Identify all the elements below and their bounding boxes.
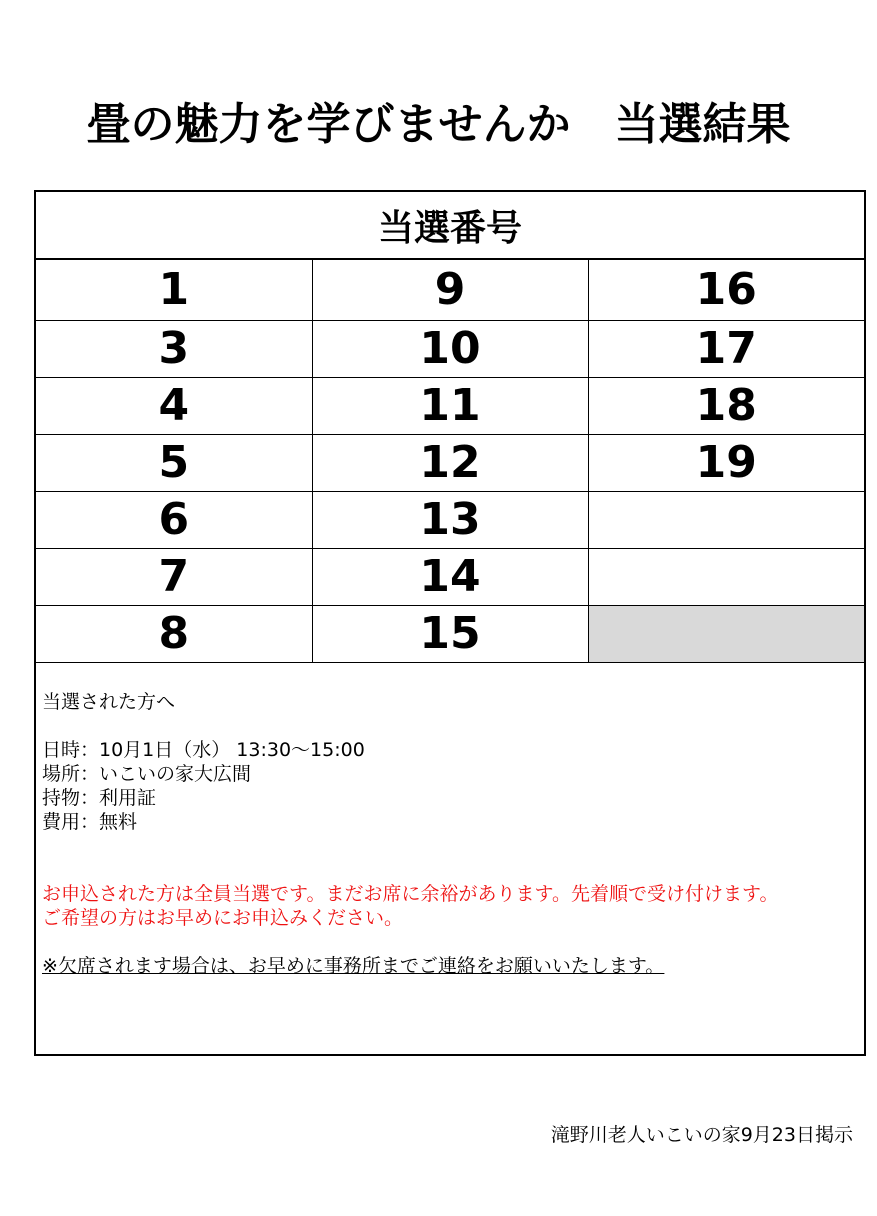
number-cell: 3 <box>36 321 312 378</box>
number-cell: 16 <box>588 260 864 321</box>
number-cell <box>588 549 864 606</box>
number-cell: 6 <box>36 492 312 549</box>
number-cell: 4 <box>36 378 312 435</box>
empty-shaded-cell <box>588 606 864 663</box>
greeting-text: 当選された方へ <box>42 691 176 713</box>
table-row <box>36 435 864 492</box>
table-row <box>36 321 864 378</box>
table-row <box>36 549 864 606</box>
notice-line-1: お申込された方は全員当選です。まだお席に余裕があります。先着順で受け付けます。 <box>42 883 779 905</box>
number-cell: 17 <box>588 321 864 378</box>
results-box <box>34 190 866 1056</box>
belongings-text: 持物：利用証 <box>42 787 157 809</box>
number-cell: 12 <box>312 435 588 492</box>
number-cell <box>588 492 864 549</box>
cost-text: 費用：無料 <box>42 811 138 833</box>
number-cell: 7 <box>36 549 312 606</box>
number-cell: 13 <box>312 492 588 549</box>
number-cell: 8 <box>36 606 312 663</box>
table-row <box>36 378 864 435</box>
number-cell: 1 <box>36 260 312 321</box>
number-cell: 10 <box>312 321 588 378</box>
number-cell: 15 <box>312 606 588 663</box>
number-cell: 19 <box>588 435 864 492</box>
page-title: 畳の魅力を学びませんか 当選結果 <box>86 99 791 150</box>
table-row <box>36 260 864 321</box>
number-cell: 11 <box>312 378 588 435</box>
table-header: 当選番号 <box>36 192 864 260</box>
table-row <box>36 492 864 549</box>
number-cell: 14 <box>312 549 588 606</box>
footer-posting-note: 滝野川老人いこいの家9月23日掲示 <box>550 1124 853 1146</box>
winning-numbers-table <box>36 260 864 663</box>
absence-note: ※欠席されます場合は、お早めに事務所までご連絡をお願いいたします。 <box>42 955 665 977</box>
info-section <box>42 690 862 978</box>
number-cell: 9 <box>312 260 588 321</box>
datetime-text: 日時：10月1日（水） 13:30～15:00 <box>42 739 365 761</box>
notice-line-2: ご希望の方はお早めにお申込みください。 <box>42 907 404 929</box>
place-text: 場所：いこいの家大広間 <box>42 763 252 785</box>
table-row <box>36 606 864 663</box>
number-cell: 5 <box>36 435 312 492</box>
number-cell: 18 <box>588 378 864 435</box>
